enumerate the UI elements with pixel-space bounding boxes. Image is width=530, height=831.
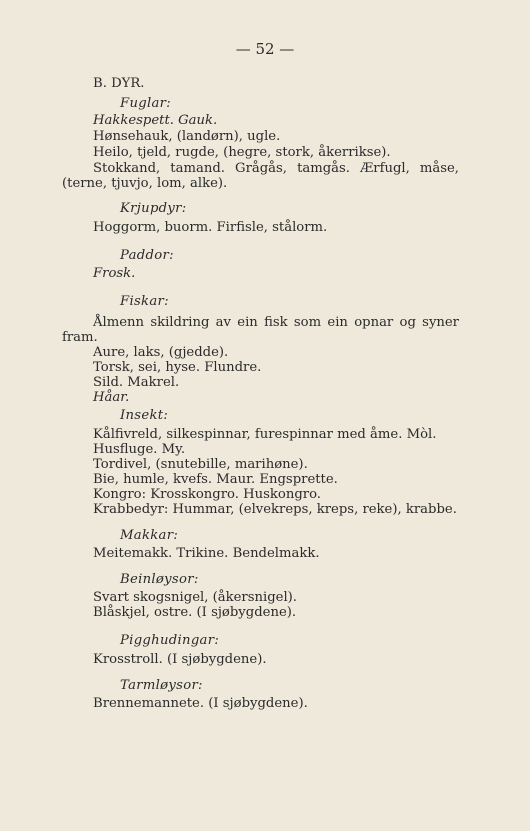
fiskar-line-5: Sild. Makrel. (93, 375, 180, 390)
insekt-line-6: Krabbedyr: Hummar, (elvekreps, kreps, reke), krabbe. (93, 502, 457, 517)
insekt-line-5: Kongro: Krosskongro. Huskongro. (93, 487, 321, 502)
tarmloysor-line-1: Brennemannete. (I sjøbygdene). (93, 696, 308, 711)
section-title: B. DYR. (93, 76, 145, 91)
page-number: — 52 — (235, 40, 295, 58)
fuglar-line-3: Heilo, tjeld, rugde, (hegre, stork, åkerrikse). (93, 145, 391, 160)
fuglar-line-5: (terne, tjuvjo, lom, alke). (62, 176, 228, 191)
fiskar-line-1: Ålmenn skildring av ein fisk som ein opnar og syner (93, 315, 459, 330)
pigghudingar-line-1: Krosstroll. (I sjøbygdene). (93, 652, 267, 667)
insekt-line-3: Tordivel, (snutebille, marihøne). (93, 457, 308, 472)
heading-pigghudingar: Pigghudingar: (120, 633, 220, 648)
heading-krjupdyr: Krjupdyr: (120, 201, 187, 216)
paddor-line-1: Frosk. (93, 266, 136, 281)
heading-fiskar: Fiskar: (120, 294, 169, 309)
makkar-line-1: Meitemakk. Trikine. Bendelmakk. (93, 546, 320, 561)
heading-fuglar: Fuglar: (120, 96, 172, 111)
fiskar-line-6: Håar. (93, 390, 130, 405)
beinloysor-line-1: Svart skogsnigel, (åkersnigel). (93, 590, 297, 605)
fiskar-line-3: Aure, laks, (gjedde). (93, 345, 229, 360)
krjupdyr-line-1: Hoggorm, buorm. Firfisle, stålorm. (93, 220, 328, 235)
fuglar-line-1: Hakkespett. Gauk. (93, 113, 218, 128)
fiskar-line-4: Torsk, sei, hyse. Flundre. (93, 360, 262, 375)
heading-paddor: Paddor: (120, 248, 174, 263)
fuglar-line-4: Stokkand, tamand. Grågås, tamgås. Ærfugl, måse, (93, 161, 459, 176)
heading-beinloysor: Beinløysor: (120, 572, 199, 587)
insekt-line-2: Husfluge. My. (93, 442, 186, 457)
insekt-line-1: Kålfivreld, silkespinnar, furespinnar med åme. Mòl. (93, 427, 437, 442)
fuglar-line-2: Hønsehauk, (landørn), ugle. (93, 129, 281, 144)
beinloysor-line-2: Blåskjel, ostre. (I sjøbygdene). (93, 605, 297, 620)
heading-tarmloysor: Tarmløysor: (120, 678, 203, 693)
heading-makkar: Makkar: (120, 528, 179, 543)
heading-insekt: Insekt: (120, 408, 169, 423)
insekt-line-4: Bie, humle, kvefs. Maur. Engsprette. (93, 472, 338, 487)
fiskar-line-2: fram. (62, 330, 98, 345)
